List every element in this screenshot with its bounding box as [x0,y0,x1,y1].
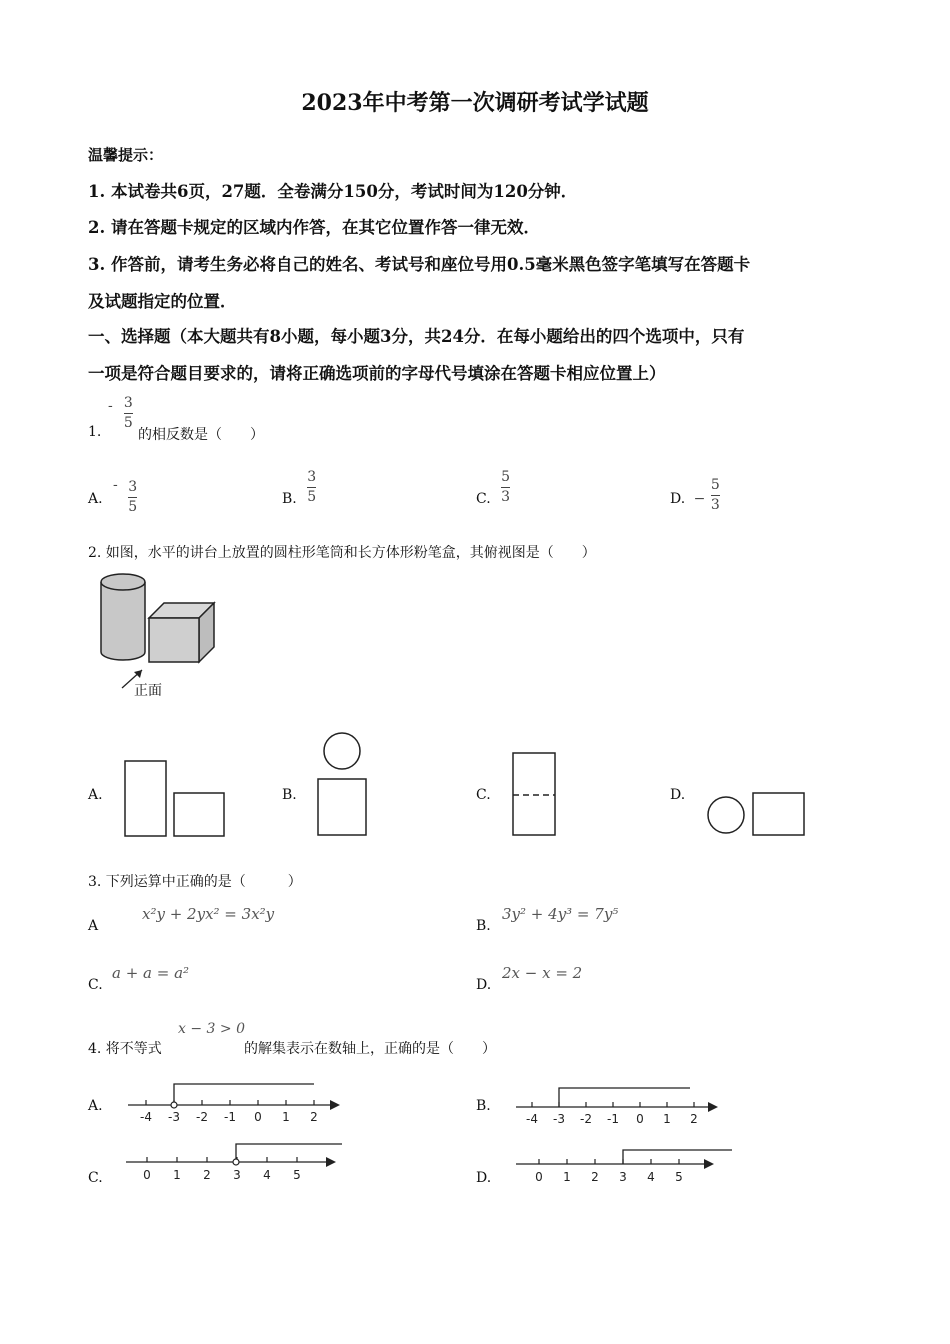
q1-option-a[interactable]: A. - $\frac{3}{5}$ [88,477,138,515]
notice-item-3: 3. 作答前，请考生务必将自己的姓名、考试号和座位号用0.5毫米黑色签字笔填写在答题卡 [88,255,751,274]
q4-option-a[interactable]: A. [88,1098,103,1114]
q3-option-d-expr: 2x − x = 2 [502,964,583,982]
numberline-tick-label: 0 [254,1110,262,1124]
q4-stem-pre: 4. 将不等式 [88,1041,162,1057]
q2-option-a[interactable]: A. [88,787,103,803]
numberline-tick-label: 3 [233,1168,241,1182]
numberline-tick-label: -4 [140,1110,152,1124]
q2-option-d[interactable]: D. [670,787,686,803]
q1-option-b[interactable]: B. $\frac{3}{5}$ [282,469,317,508]
section-heading: 一、选择题（本大题共有8小题，每小题3分，共24分．在每小题给出的四个选项中，只有 [88,327,745,346]
q2-stem: 2. 如图，水平的讲台上放置的圆柱形笔筒和长方体形粉笔盒，其俯视图是（ ） [88,545,596,561]
numberline-tick-label: -1 [607,1112,619,1126]
numberline-tick-label: 1 [173,1168,181,1182]
q2-option-b-figure [316,730,372,840]
q3-stem: 3. 下列运算中正确的是（ ） [88,874,302,890]
q4-option-c-numberline [124,1140,346,1188]
q3-option-b-label[interactable]: B. [476,918,491,934]
page-title: 2023年中考第一次调研考试学试题 [301,90,649,116]
q3-option-c-label[interactable]: C. [88,977,103,993]
notice-heading: 温馨提示： [88,146,164,164]
numberline-tick-label: 4 [647,1170,655,1184]
q1-number: 1. [88,424,102,440]
section-heading-cont: 一项是符合题目要求的，请将正确选项前的字母代号填涂在答题卡相应位置上） [88,364,666,383]
numberline-tick-label: -2 [580,1112,592,1126]
notice-item-1: 1. 本试卷共6页，27题．全卷满分150分，考试时间为120分钟． [88,182,578,201]
q3-option-a-expr: x²y + 2yx² = 3x²y [142,905,275,923]
q2-option-b[interactable]: B. [282,787,297,803]
q2-option-d-figure [706,790,808,838]
q3-option-c-expr: a + a = a² [112,964,190,982]
q4-option-d[interactable]: D. [476,1170,492,1186]
numberline-tick-label: 2 [203,1168,211,1182]
q2-option-a-figure [124,760,228,840]
numberline-tick-label: 0 [636,1112,644,1126]
q4-inequality: x − 3 > 0 [178,1021,245,1037]
numberline-tick-label: -1 [224,1110,236,1124]
numberline-tick-label: 0 [143,1168,151,1182]
q4-option-a-numberline [124,1078,344,1126]
q3-option-d-label[interactable]: D. [476,977,492,993]
q1-stem: 的相反数是（ ） [138,427,264,443]
q3-option-b-expr: 3y² + 4y³ = 7y⁵ [502,905,619,923]
numberline-tick-label: -4 [526,1112,538,1126]
front-label: 正面 [134,683,162,699]
q1-expression: - $\frac{3}{5}$ [108,395,133,431]
q4-option-d-numberline [514,1140,736,1188]
notice-item-2: 2. 请在答题卡规定的区域内作答，在其它位置作答一律无效． [88,218,540,237]
numberline-tick-label: -3 [168,1110,180,1124]
q1-option-d[interactable]: D. − $\frac{5}{3}$ [670,477,720,513]
numberline-tick-label: 5 [293,1168,301,1182]
numberline-tick-label: 1 [563,1170,571,1184]
q4-option-c[interactable]: C. [88,1170,103,1186]
numberline-tick-label: -3 [553,1112,565,1126]
numberline-tick-label: -2 [196,1110,208,1124]
numberline-tick-label: 2 [591,1170,599,1184]
q2-option-c-figure [512,752,558,838]
numberline-tick-label: 0 [535,1170,543,1184]
q4-stem-post: 的解集表示在数轴上，正确的是（ ） [244,1041,496,1057]
numberline-tick-label: 2 [310,1110,318,1124]
numberline-tick-label: 3 [619,1170,627,1184]
q2-option-c[interactable]: C. [476,787,491,803]
numberline-tick-label: 1 [663,1112,671,1126]
q4-option-b-numberline [512,1078,732,1126]
q1-option-c[interactable]: C. $\frac{5}{3}$ [476,469,511,508]
q4-option-b[interactable]: B. [476,1098,491,1114]
notice-item-3-cont: 及试题指定的位置． [88,292,237,311]
numberline-tick-label: 1 [282,1110,290,1124]
q3-option-a-label[interactable]: A [88,918,99,934]
numberline-tick-label: 2 [690,1112,698,1126]
numberline-tick-label: 4 [263,1168,271,1182]
numberline-tick-label: 5 [675,1170,683,1184]
